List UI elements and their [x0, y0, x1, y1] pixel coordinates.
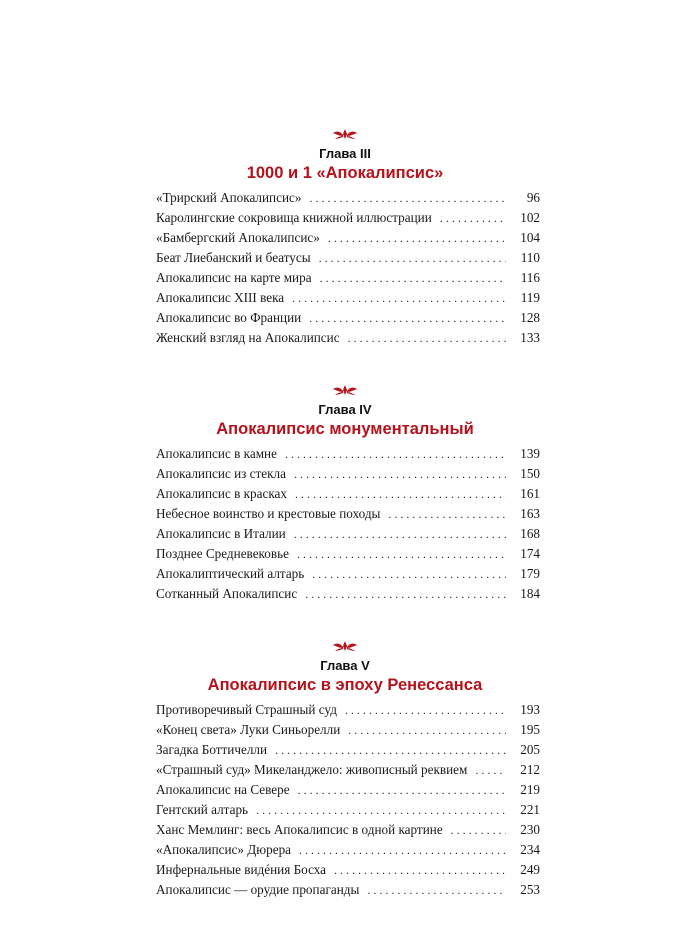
toc-entry[interactable]	[156, 544, 540, 564]
toc-entry[interactable]	[156, 840, 540, 860]
dot-leader	[345, 701, 506, 720]
dot-leader	[451, 821, 506, 840]
dot-leader	[309, 189, 506, 208]
entry-title: «Трирский Апокалипсис»	[156, 190, 302, 205]
toc-entry[interactable]	[156, 464, 540, 484]
entry-page: 133	[520, 330, 540, 345]
dot-leader	[319, 249, 506, 268]
fleuron-ornament-icon	[332, 384, 358, 396]
entry-page: 116	[520, 270, 540, 285]
toc-entry[interactable]	[156, 228, 540, 248]
entry-title: Загадка Боттичелли	[156, 742, 268, 757]
entry-title: «Страшный суд» Микеланджело: живописный реквием	[156, 762, 468, 777]
dot-leader	[275, 741, 506, 760]
entry-page: 205	[520, 742, 540, 757]
dot-leader	[285, 445, 506, 464]
entry-page: 230	[520, 822, 540, 837]
toc-entry[interactable]	[156, 524, 540, 544]
dot-leader	[334, 861, 506, 880]
dot-leader	[367, 881, 506, 900]
entry-page: 249	[520, 862, 540, 877]
entry-page: 128	[520, 310, 540, 325]
entry-page: 212	[520, 762, 540, 777]
dot-leader	[292, 289, 506, 308]
toc-entry[interactable]	[156, 780, 540, 800]
entry-page: 119	[520, 290, 540, 305]
chapter-title: Апокалипсис в эпоху Ренессанса	[207, 676, 483, 694]
entry-page: 234	[520, 842, 540, 857]
entry-title: «Бамбергский Апокалипсис»	[156, 230, 320, 245]
entry-title: Апокалипсис из стекла	[156, 466, 286, 481]
dot-leader	[312, 565, 506, 584]
entry-page: 102	[520, 210, 540, 225]
toc-entry[interactable]	[156, 208, 540, 228]
entry-title: Апокалиптический алтарь	[156, 566, 305, 581]
entry-title: «Конец света» Луки Синьорелли	[156, 722, 341, 737]
chapter-4	[150, 384, 540, 604]
entry-title: Женский взгляд на Апокалипсис	[156, 330, 340, 345]
dot-leader	[475, 761, 506, 780]
toc-entry[interactable]	[156, 700, 540, 720]
entry-title: Инфернальные видéния Босха	[156, 862, 327, 877]
dot-leader	[320, 269, 506, 288]
toc-entry[interactable]	[156, 268, 540, 288]
chapter-title: Апокалипсис монументальный	[216, 420, 474, 438]
dot-leader	[440, 209, 506, 228]
entry-page: 184	[520, 586, 540, 601]
dot-leader	[256, 801, 506, 820]
chapter-3	[150, 128, 540, 348]
chapter-label: Глава V	[320, 658, 370, 673]
entry-page: 96	[526, 190, 540, 205]
dot-leader	[388, 505, 506, 524]
entry-list	[150, 188, 540, 348]
entry-page: 174	[520, 546, 540, 561]
dot-leader	[295, 485, 506, 504]
dot-leader	[309, 309, 506, 328]
toc-entry[interactable]	[156, 880, 540, 900]
dot-leader	[305, 585, 506, 604]
entry-title: Ханс Мемлинг: весь Апокалипсис в одной картине	[156, 822, 443, 837]
toc-entry[interactable]	[156, 504, 540, 524]
chapter-label: Глава III	[319, 146, 371, 161]
toc-entry[interactable]	[156, 720, 540, 740]
entry-page: 104	[520, 230, 540, 245]
entry-title: Небесное воинство и крестовые походы	[156, 506, 381, 521]
entry-page: 163	[520, 506, 540, 521]
entry-page: 193	[520, 702, 540, 717]
toc-entry[interactable]	[156, 820, 540, 840]
toc-entry[interactable]	[156, 188, 540, 208]
toc-entry[interactable]	[156, 800, 540, 820]
entry-title: Апокалипсис XIII века	[156, 290, 285, 305]
entry-page: 253	[520, 882, 540, 897]
entry-title: Каролингские сокровища книжной иллюстрации	[156, 210, 432, 225]
toc-entry[interactable]	[156, 444, 540, 464]
fleuron-ornament-icon	[332, 640, 358, 652]
toc-entry[interactable]	[156, 484, 540, 504]
entry-page: 150	[520, 466, 540, 481]
entry-title: Гентский алтарь	[156, 802, 249, 817]
dot-leader	[294, 525, 506, 544]
entry-title: Беат Лиебанский и беатусы	[156, 250, 311, 265]
entry-title: Апокалипсис в красках	[156, 486, 287, 501]
toc-entry[interactable]	[156, 584, 540, 604]
dot-leader	[297, 545, 506, 564]
entry-title: Апокалипсис во Франции	[156, 310, 302, 325]
entry-title: Сотканный Апокалипсис	[156, 586, 298, 601]
entry-page: 110	[520, 250, 540, 265]
toc-entry[interactable]	[156, 860, 540, 880]
entry-title: Апокалипсис на Севере	[156, 782, 290, 797]
toc-entry[interactable]	[156, 564, 540, 584]
entry-title: Противоречивый Страшный суд	[156, 702, 337, 717]
entry-page: 139	[520, 446, 540, 461]
entry-page: 179	[520, 566, 540, 581]
dot-leader	[298, 781, 506, 800]
entry-list	[150, 700, 540, 900]
entry-title: Апокалипсис в Италии	[156, 526, 286, 541]
entry-page: 168	[520, 526, 540, 541]
entry-page: 195	[520, 722, 540, 737]
toc-entry[interactable]	[156, 740, 540, 760]
entry-page: 221	[520, 802, 540, 817]
dot-leader	[299, 841, 506, 860]
chapter-label: Глава IV	[318, 402, 372, 417]
chapter-5	[150, 640, 540, 900]
toc-entry[interactable]	[156, 760, 540, 780]
toc-entry[interactable]	[156, 248, 540, 268]
chapter-title: 1000 и 1 «Апокалипсис»	[246, 164, 444, 182]
entry-title: Позднее Средневековье	[156, 546, 289, 561]
dot-leader	[294, 465, 506, 484]
table-of-contents	[150, 128, 540, 936]
entry-title: Апокалипсис в камне	[156, 446, 277, 461]
entry-title: Апокалипсис на карте мира	[156, 270, 312, 285]
toc-entry[interactable]	[156, 328, 540, 348]
toc-entry[interactable]	[156, 288, 540, 308]
entry-list	[150, 444, 540, 604]
dot-leader	[348, 329, 506, 348]
fleuron-ornament-icon	[332, 128, 358, 140]
dot-leader	[328, 229, 506, 248]
entry-title: «Апокалипсис» Дюрера	[156, 842, 292, 857]
entry-title: Апокалипсис — орудие пропаганды	[156, 882, 360, 897]
entry-page: 219	[520, 782, 540, 797]
dot-leader	[348, 721, 506, 740]
toc-entry[interactable]	[156, 308, 540, 328]
entry-page: 161	[520, 486, 540, 501]
